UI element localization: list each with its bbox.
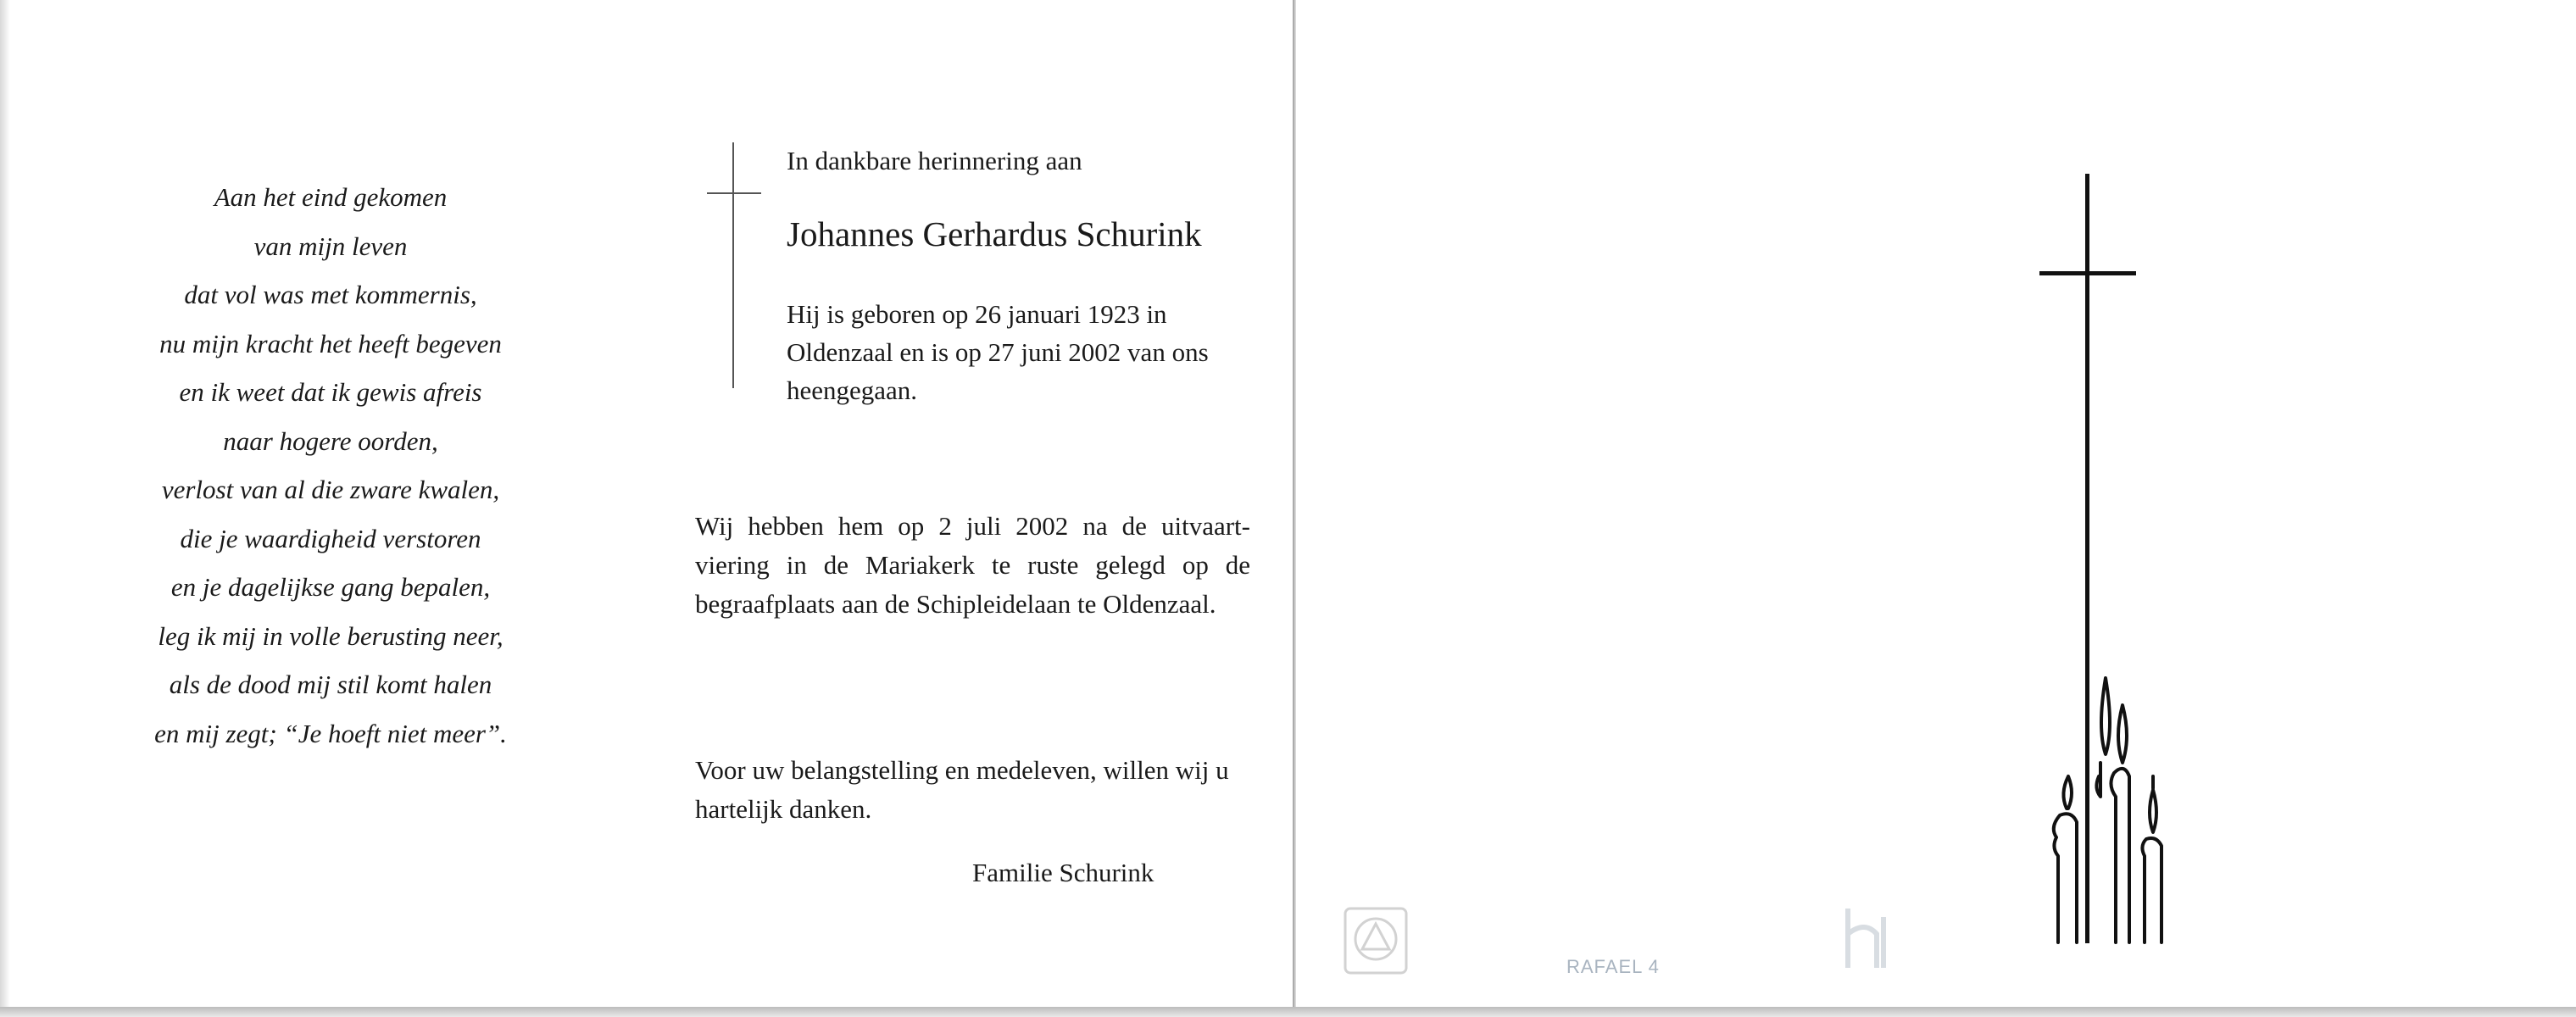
thanks-text: Voor uw belangstelling en medeleven, willen wij u hartelijk danken. xyxy=(695,755,1229,824)
birth-death-text: Hij is geboren op 26 januari 1923 in Oldenzaal en is op 27 juni 2002 van ons heengegaan. xyxy=(787,299,1209,405)
publisher-seal-icon xyxy=(1344,907,1408,975)
small-cross-icon xyxy=(707,192,761,194)
card-shadow xyxy=(0,1007,2576,1017)
cross-icon xyxy=(2039,271,2136,275)
publisher-monogram-icon xyxy=(1839,900,1899,976)
poem-line: verlost van al die zware kwalen, xyxy=(161,475,500,504)
poem-line: nu mijn kracht het heeft begeven xyxy=(159,328,502,358)
poem-line: van mijn leven xyxy=(253,231,408,261)
poem-line: dat vol was met kommernis, xyxy=(184,280,477,309)
card-fold xyxy=(1293,0,1296,1014)
model-code: RAFAEL 4 xyxy=(1566,956,1660,977)
poem-line: en ik weet dat ik gewis afreis xyxy=(179,377,482,407)
poem-line: die je waardigheid verstoren xyxy=(180,523,481,553)
poem-line: en je dagelijkse gang bepalen, xyxy=(170,572,491,602)
poem xyxy=(119,173,542,758)
candles-icon xyxy=(2034,627,2204,949)
burial-text: Wij hebben hem op 2 juli 2002 na de uitvaart-viering in de Mariakerk te ruste gelegd op de begraafplaats aan de Schipleidelaan te Oldenzaal. xyxy=(695,511,1250,619)
small-cross-icon xyxy=(732,142,734,388)
deceased-name: Johannes Gerhardus Schurink xyxy=(787,214,1202,253)
poem-line: leg ik mij in volle berusting neer, xyxy=(158,620,504,651)
memorial-intro: In dankbare herinnering aan xyxy=(787,146,1082,175)
poem-line: als de dood mij stil komt halen xyxy=(169,670,492,699)
card-edge xyxy=(0,0,10,1014)
family-signature: Familie Schurink xyxy=(972,858,1154,887)
poem-line: naar hogere oorden, xyxy=(223,425,438,456)
poem-line: en mij zegt; “Je hoeft niet meer”. xyxy=(154,718,507,748)
poem-line: Aan het eind gekomen xyxy=(214,182,448,212)
